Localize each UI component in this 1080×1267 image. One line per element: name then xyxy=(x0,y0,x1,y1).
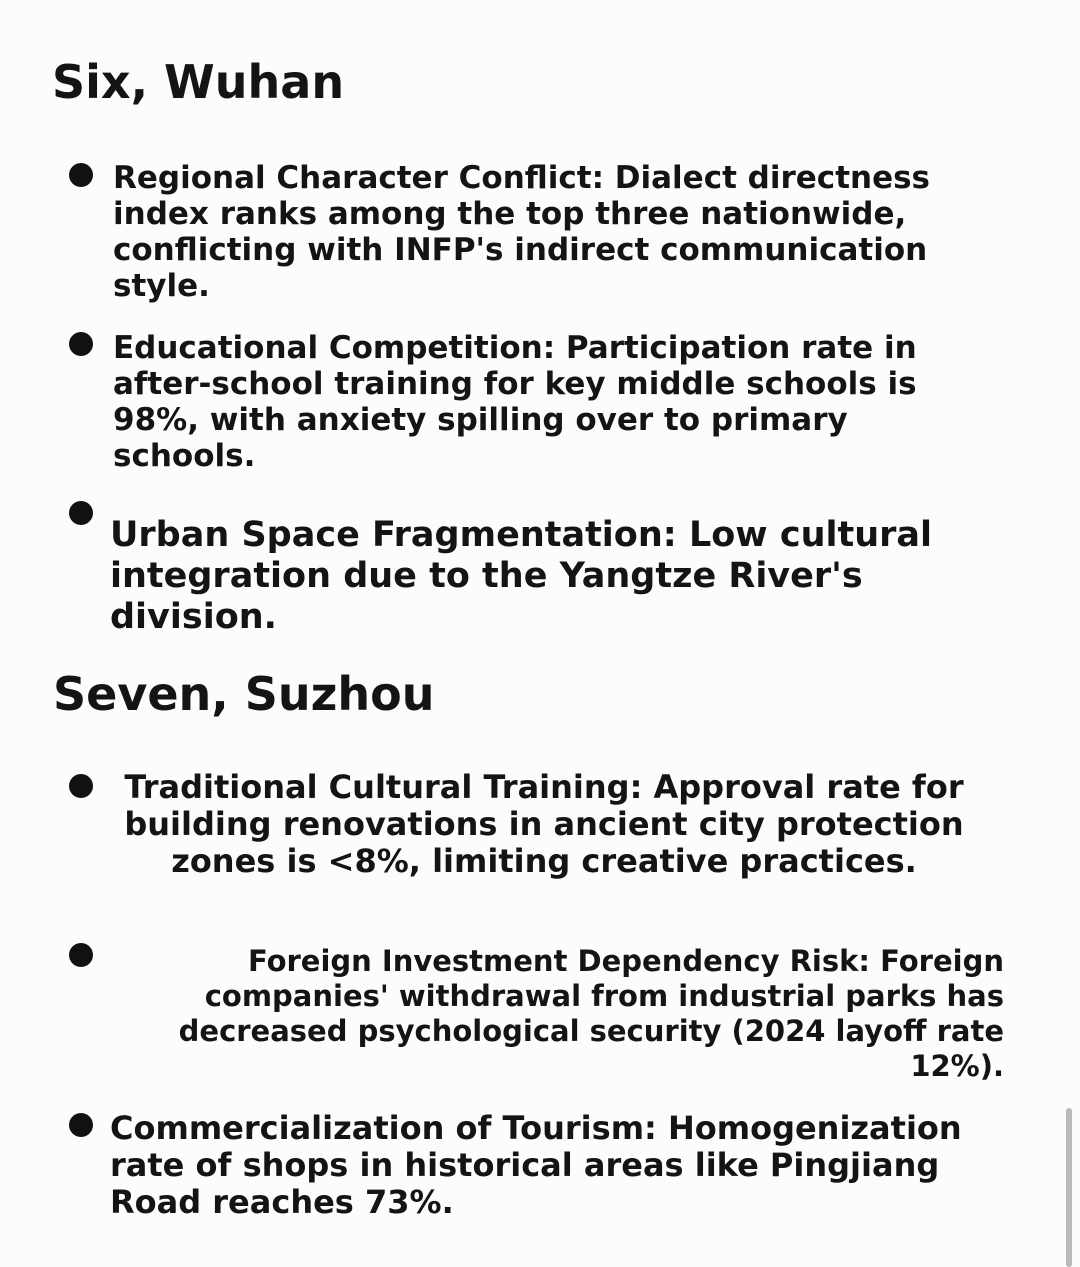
list-item-wuhan-1: Regional Character Conflict: Dialect directness index ranks among the top three nationwide, conflicting with INFP's indirect communication style. xyxy=(113,160,931,304)
bullet-icon xyxy=(69,943,93,967)
bullet-icon xyxy=(69,501,93,525)
list-item-suzhou-1: Traditional Cultural Training: Approval rate for building renovations in ancient city protection zones is <8%, limiting creative practices. xyxy=(124,768,964,880)
bullet-icon xyxy=(69,163,93,187)
list-item-suzhou-3: Commercialization of Tourism: Homogenization rate of shops in historical areas like Pingjiang Road reaches 73%. xyxy=(110,1109,962,1221)
section-heading-suzhou: Seven, Suzhou xyxy=(53,667,435,721)
list-item-wuhan-3: Urban Space Fragmentation: Low cultural integration due to the Yangtze River's division. xyxy=(110,515,933,637)
bullet-icon xyxy=(69,1113,93,1137)
section-heading-wuhan: Six, Wuhan xyxy=(52,55,345,109)
list-item-wuhan-2: Educational Competition: Participation rate in after-school training for key middle schools is 98%, with anxiety spilling over to primary schools. xyxy=(113,330,917,474)
bullet-icon xyxy=(69,332,93,356)
scrollbar[interactable] xyxy=(1066,1108,1072,1267)
list-item-suzhou-2: Foreign Investment Dependency Risk: Foreign companies' withdrawal from industrial parks has decreased psychological security (2024 layoff rate 12%). xyxy=(178,944,1004,1083)
